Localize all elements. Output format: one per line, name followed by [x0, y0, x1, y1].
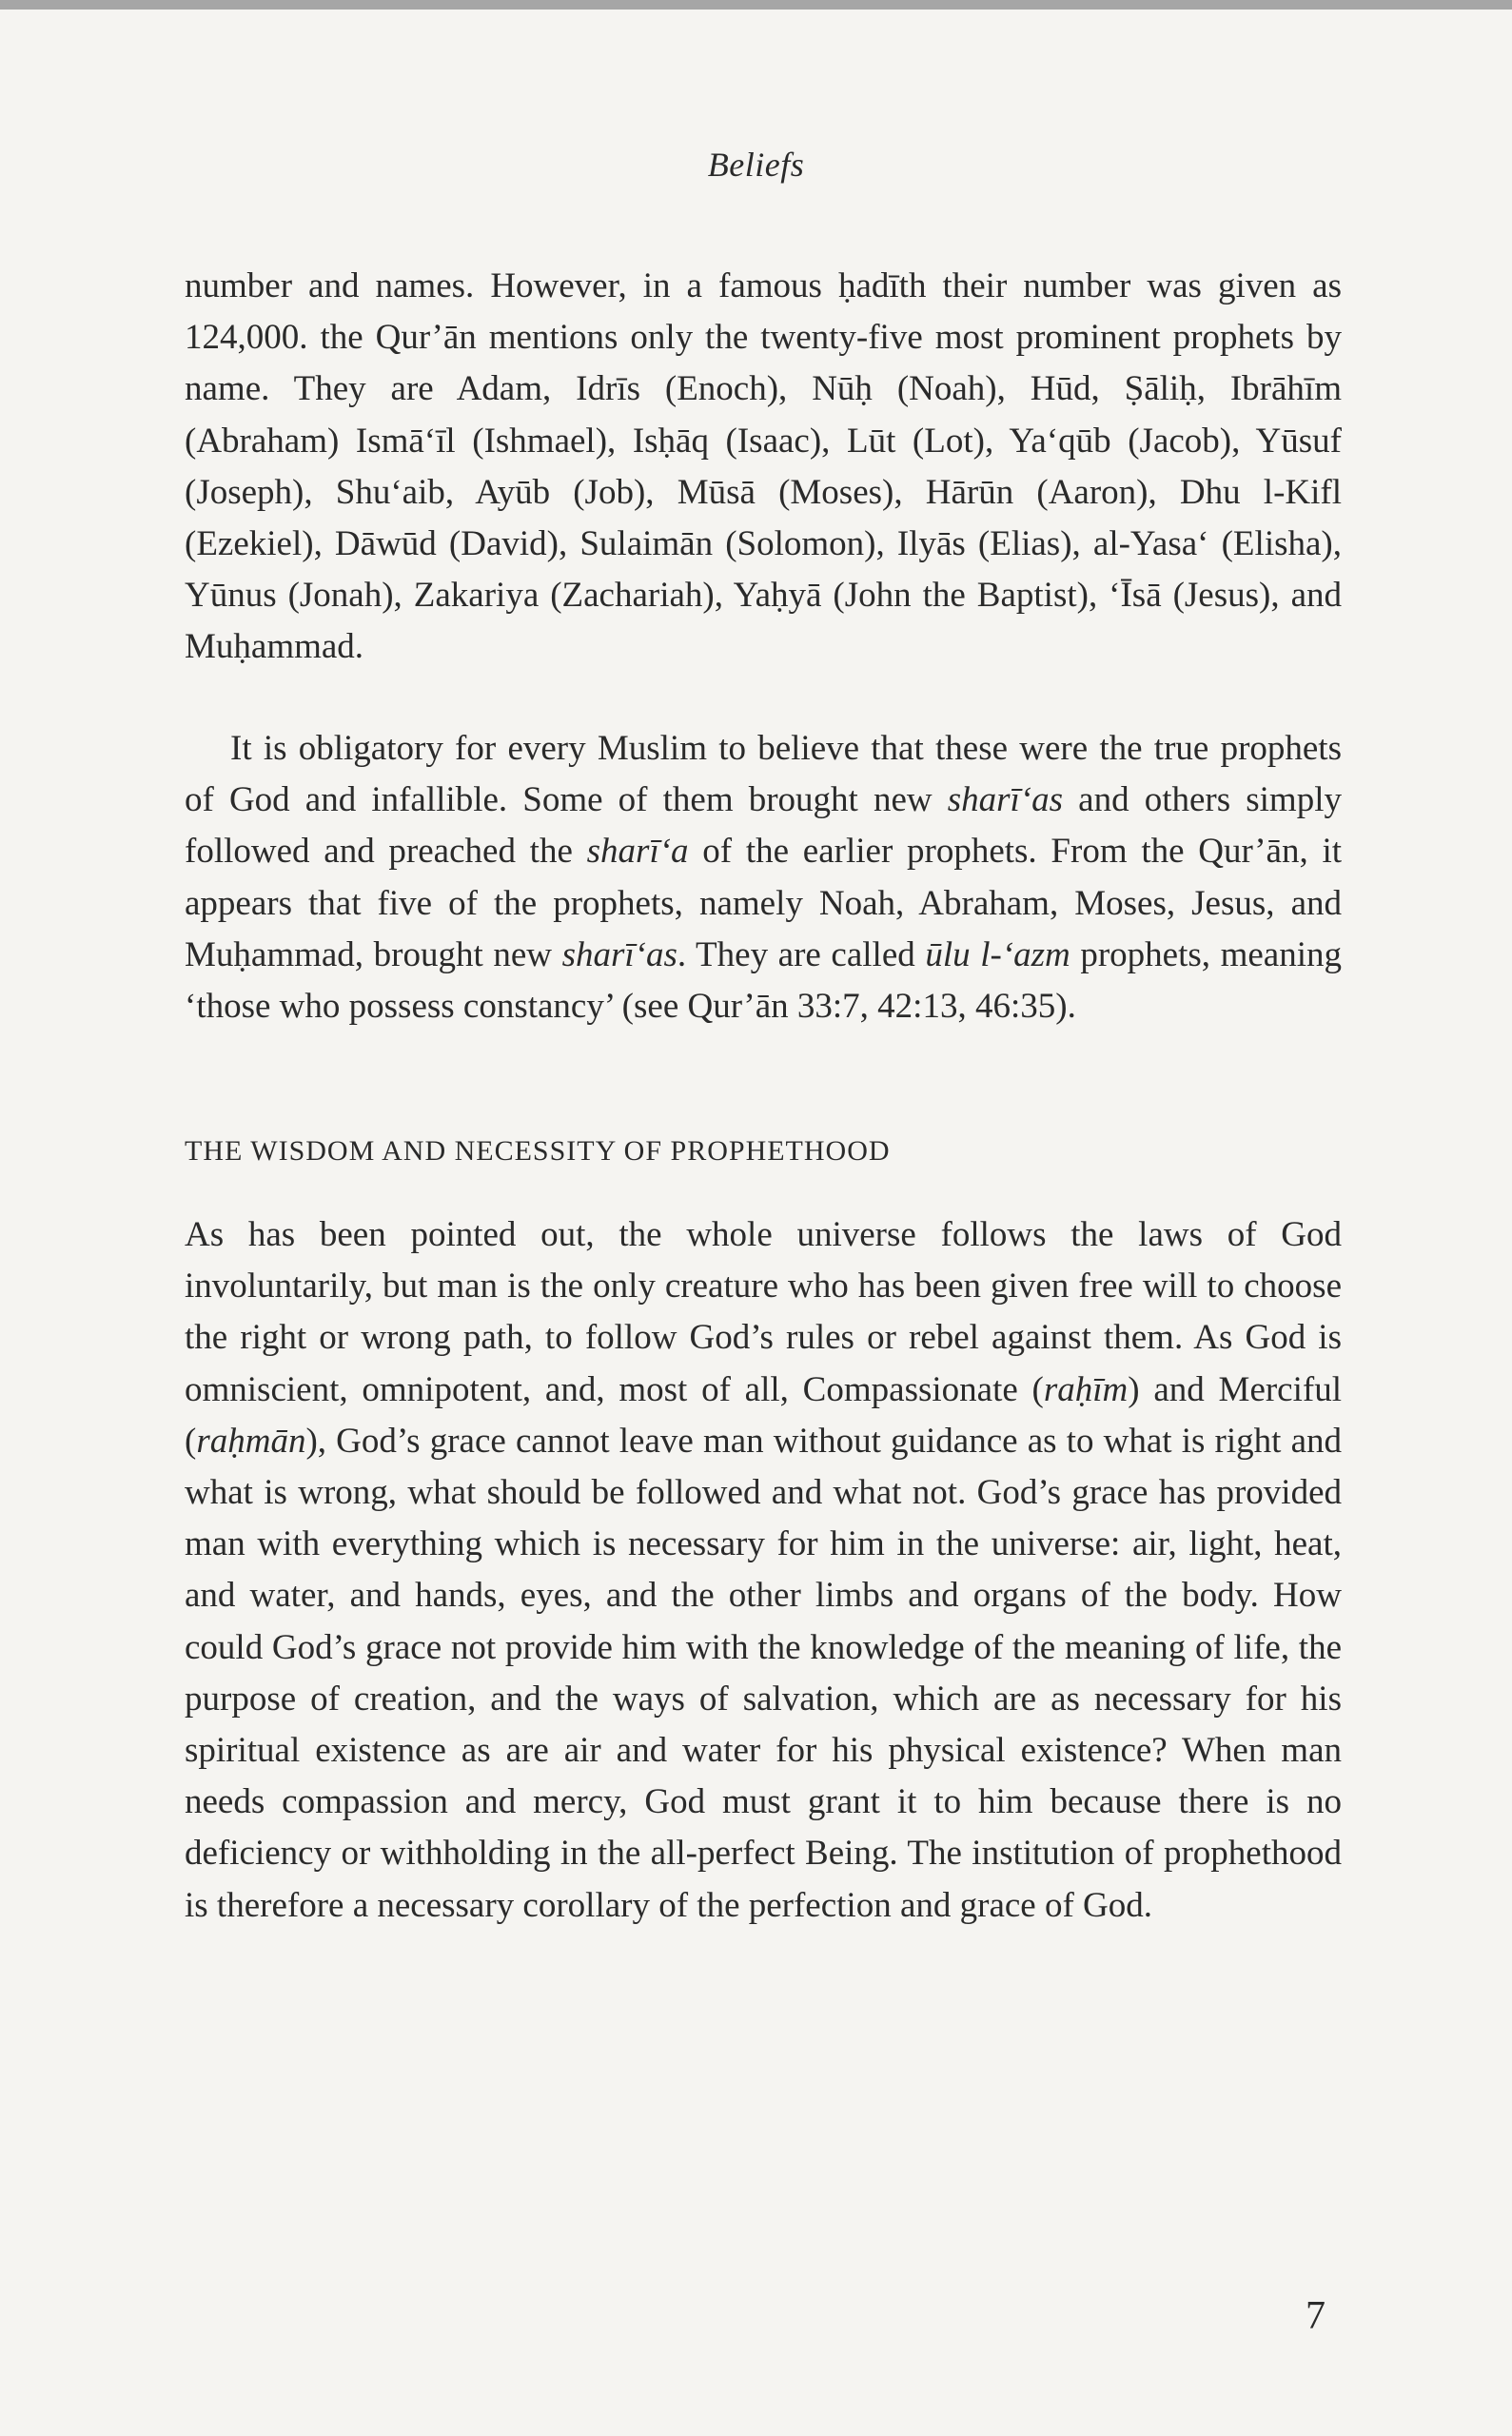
- paragraph-3-part-2: ) and Merciful (: [185, 1369, 1342, 1461]
- paragraph-2-term-1: sharī‘as: [947, 780, 1064, 820]
- paragraph-infallible-prophets: [185, 723, 1342, 1032]
- paragraph-prophet-names: [185, 261, 1342, 674]
- paragraph-3-part-3: ), God’s grace cannot leave man without guidance as to what is right and what is wrong, what should be followed and what not. God’s grace has provided man with everything which is necessary for him in the universe: air, light, heat, and water, and hands, eyes, and the other limbs and organs of the body. How could God’s grace not provide him with the knowledge of the meaning of life, the purpose of creation, and the ways of salvation, which are as necessary for his spiritual existence as are air and water for his physical existence? When man needs compassion and mercy, God must grant it to him because there is no deficiency or withholding in the all-perfect Being. The institution of prophethood is therefore a necessary corollary of the perfection and grace of God.: [185, 1421, 1342, 1925]
- paragraph-3-term-1: raḥīm: [1043, 1369, 1129, 1409]
- paragraph-2-term-3: sharī‘as: [561, 934, 677, 974]
- paragraph-wisdom-of-prophethood: [185, 1209, 1342, 1932]
- paragraph-3-term-2: raḥmān: [196, 1421, 306, 1461]
- paragraph-2-term-4: ūlu l-‘azm: [925, 934, 1070, 974]
- paragraph-1-text: number and names. However, in a famous ḥadīth their number was given as 124,000. the Qur’ān mentions only the twenty-five most prominent prophets by name. They are Adam, Idrīs (Enoch), Nūḥ (Noah), Hūd, Ṣāliḥ, Ibrāhīm (Abraham) Ismā‘īl (Ishmael), Isḥāq (Isaac), Lūt (Lot), Ya‘qūb (Jacob), Yūsuf (Joseph), Shu‘aib, Ayūb (Job), Mūsā (Moses), Hārūn (Aaron), Dhu l-Kifl (Ezekiel), Dāwūd (David), Sulaimān (Solomon), Ilyās (Elias), al-Yasa‘ (Elisha), Yūnus (Jonah), Zakariya (Zachariah), Yaḥyā (John the Baptist), ‘Īsā (Jesus), and Muḥammad.: [185, 266, 1342, 667]
- paragraph-2-part-5: prophets, meaning ‘those who possess constancy’ (see Qur’ān 33:7, 42:13, 46:35).: [185, 934, 1343, 1027]
- paragraph-2-text: [185, 723, 1342, 1032]
- paragraph-2-part-4: . They are called: [677, 934, 926, 974]
- running-head: Beliefs: [707, 146, 805, 184]
- paragraph-2-part-1: It is obligatory for every Muslim to believe that these were the true prophets of God and infallible. Some of them brought new: [185, 729, 1342, 820]
- section-heading: THE WISDOM AND NECESSITY OF PROPHETHOOD: [185, 1135, 891, 1167]
- paragraph-2-part-2: and others simply followed and preached the: [185, 780, 1342, 872]
- page-number: 7: [1306, 2294, 1325, 2338]
- paragraph-2-part-3: of the earlier prophets. From the Qur’ān, it appears that five of the prophets, namely Noah, Abraham, Moses, Jesus, and Muḥammad, brought new: [185, 832, 1342, 974]
- paragraph-3-text: [185, 1209, 1342, 1932]
- paragraph-2-term-2: sharī‘a: [586, 832, 689, 872]
- paragraph-3-part-1: As has been pointed out, the whole universe follows the laws of God involuntarily, but man is the only creature who has been given free will to choose the right or wrong path, to follow God’s rules or rebel against them. As God is omniscient, omnipotent, and, most of all, Compassionate (: [185, 1215, 1342, 1409]
